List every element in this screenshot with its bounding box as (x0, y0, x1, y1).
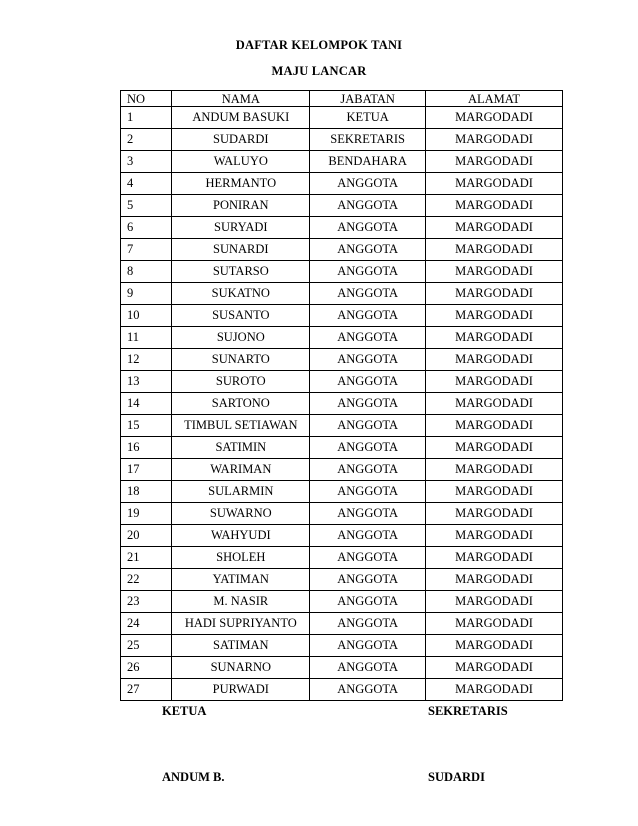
table-row (121, 151, 563, 173)
table-row (121, 239, 563, 261)
cell-alamat: MARGODADI (426, 151, 563, 173)
cell-no: 25 (121, 635, 172, 657)
cell-alamat: MARGODADI (426, 173, 563, 195)
cell-nama: SUTARSO (172, 261, 310, 283)
cell-alamat: MARGODADI (426, 635, 563, 657)
cell-jabatan: ANGGOTA (310, 459, 426, 481)
cell-no: 7 (121, 239, 172, 261)
cell-no: 12 (121, 349, 172, 371)
cell-jabatan: ANGGOTA (310, 217, 426, 239)
cell-nama: SULARMIN (172, 481, 310, 503)
cell-jabatan: ANGGOTA (310, 437, 426, 459)
group-name: MAJU LANCAR (271, 64, 367, 78)
cell-alamat: MARGODADI (426, 503, 563, 525)
cell-jabatan: ANGGOTA (310, 283, 426, 305)
cell-no: 27 (121, 679, 172, 701)
cell-nama: SARTONO (172, 393, 310, 415)
cell-nama: ANDUM BASUKI (172, 107, 310, 129)
table-body (121, 107, 563, 701)
header-jabatan: JABATAN (310, 91, 426, 107)
cell-jabatan: ANGGOTA (310, 371, 426, 393)
table-row (121, 261, 563, 283)
ketua-signature-name: ANDUM B. (162, 770, 225, 784)
table-row (121, 349, 563, 371)
table-row (121, 393, 563, 415)
cell-alamat: MARGODADI (426, 217, 563, 239)
cell-alamat: MARGODADI (426, 459, 563, 481)
table-row (121, 459, 563, 481)
cell-nama: SURYADI (172, 217, 310, 239)
cell-nama: WALUYO (172, 151, 310, 173)
cell-nama: WARIMAN (172, 459, 310, 481)
cell-nama: M. NASIR (172, 591, 310, 613)
table-row (121, 657, 563, 679)
cell-no: 14 (121, 393, 172, 415)
cell-nama: SUNARTO (172, 349, 310, 371)
cell-jabatan: ANGGOTA (310, 569, 426, 591)
cell-nama: HERMANTO (172, 173, 310, 195)
document-title: DAFTAR KELOMPOK TANI (235, 38, 403, 52)
cell-nama: SATIMAN (172, 635, 310, 657)
cell-nama: SHOLEH (172, 547, 310, 569)
cell-alamat: MARGODADI (426, 657, 563, 679)
cell-jabatan: ANGGOTA (310, 393, 426, 415)
table-row (121, 283, 563, 305)
cell-jabatan: ANGGOTA (310, 503, 426, 525)
cell-no: 8 (121, 261, 172, 283)
cell-alamat: MARGODADI (426, 239, 563, 261)
table-row (121, 217, 563, 239)
table-row (121, 371, 563, 393)
cell-jabatan: ANGGOTA (310, 657, 426, 679)
cell-nama: WAHYUDI (172, 525, 310, 547)
cell-no: 13 (121, 371, 172, 393)
cell-alamat: MARGODADI (426, 393, 563, 415)
table-row (121, 679, 563, 701)
table-row (121, 415, 563, 437)
cell-no: 5 (121, 195, 172, 217)
member-table (120, 90, 563, 701)
table-row (121, 481, 563, 503)
cell-nama: SATIMIN (172, 437, 310, 459)
cell-nama: SUNARDI (172, 239, 310, 261)
cell-nama: SUWARNO (172, 503, 310, 525)
cell-alamat: MARGODADI (426, 283, 563, 305)
table-row (121, 569, 563, 591)
cell-alamat: MARGODADI (426, 613, 563, 635)
table-row (121, 613, 563, 635)
cell-no: 18 (121, 481, 172, 503)
cell-nama: TIMBUL SETIAWAN (172, 415, 310, 437)
cell-no: 23 (121, 591, 172, 613)
cell-no: 20 (121, 525, 172, 547)
header-nama: NAMA (172, 91, 310, 107)
cell-alamat: MARGODADI (426, 261, 563, 283)
cell-jabatan: BENDAHARA (310, 151, 426, 173)
header-alamat: ALAMAT (426, 91, 563, 107)
cell-no: 16 (121, 437, 172, 459)
cell-no: 10 (121, 305, 172, 327)
cell-nama: SUKATNO (172, 283, 310, 305)
cell-no: 15 (121, 415, 172, 437)
cell-nama: SUJONO (172, 327, 310, 349)
cell-jabatan: ANGGOTA (310, 679, 426, 701)
cell-alamat: MARGODADI (426, 569, 563, 591)
cell-no: 2 (121, 129, 172, 151)
cell-nama: PURWADI (172, 679, 310, 701)
cell-alamat: MARGODADI (426, 525, 563, 547)
cell-jabatan: ANGGOTA (310, 481, 426, 503)
header-no: NO (121, 91, 172, 107)
cell-no: 19 (121, 503, 172, 525)
cell-nama: SUROTO (172, 371, 310, 393)
cell-no: 1 (121, 107, 172, 129)
table-row (121, 525, 563, 547)
table-row (121, 591, 563, 613)
cell-no: 24 (121, 613, 172, 635)
cell-nama: SUSANTO (172, 305, 310, 327)
ketua-signature-title: KETUA (162, 704, 207, 718)
cell-jabatan: ANGGOTA (310, 305, 426, 327)
table-row (121, 327, 563, 349)
cell-alamat: MARGODADI (426, 327, 563, 349)
cell-alamat: MARGODADI (426, 371, 563, 393)
cell-alamat: MARGODADI (426, 415, 563, 437)
cell-no: 4 (121, 173, 172, 195)
cell-jabatan: ANGGOTA (310, 327, 426, 349)
cell-jabatan: ANGGOTA (310, 261, 426, 283)
table-header-row (121, 91, 563, 107)
sekretaris-signature-title: SEKRETARIS (428, 704, 508, 718)
table-row (121, 195, 563, 217)
cell-alamat: MARGODADI (426, 107, 563, 129)
cell-no: 26 (121, 657, 172, 679)
cell-no: 6 (121, 217, 172, 239)
cell-jabatan: ANGGOTA (310, 525, 426, 547)
cell-jabatan: ANGGOTA (310, 173, 426, 195)
cell-alamat: MARGODADI (426, 591, 563, 613)
sekretaris-signature-name: SUDARDI (428, 770, 485, 784)
table-row (121, 173, 563, 195)
cell-nama: HADI SUPRIYANTO (172, 613, 310, 635)
table-row (121, 503, 563, 525)
cell-alamat: MARGODADI (426, 129, 563, 151)
cell-alamat: MARGODADI (426, 547, 563, 569)
cell-jabatan: ANGGOTA (310, 591, 426, 613)
cell-alamat: MARGODADI (426, 437, 563, 459)
cell-jabatan: ANGGOTA (310, 195, 426, 217)
cell-no: 11 (121, 327, 172, 349)
cell-no: 22 (121, 569, 172, 591)
table-row (121, 635, 563, 657)
cell-nama: SUDARDI (172, 129, 310, 151)
table-row (121, 547, 563, 569)
cell-nama: SUNARNO (172, 657, 310, 679)
cell-alamat: MARGODADI (426, 349, 563, 371)
cell-alamat: MARGODADI (426, 195, 563, 217)
cell-nama: PONIRAN (172, 195, 310, 217)
table-row (121, 305, 563, 327)
cell-jabatan: ANGGOTA (310, 349, 426, 371)
cell-jabatan: SEKRETARIS (310, 129, 426, 151)
cell-no: 3 (121, 151, 172, 173)
table-row (121, 107, 563, 129)
cell-jabatan: ANGGOTA (310, 239, 426, 261)
cell-alamat: MARGODADI (426, 679, 563, 701)
cell-jabatan: ANGGOTA (310, 635, 426, 657)
cell-jabatan: ANGGOTA (310, 547, 426, 569)
cell-no: 9 (121, 283, 172, 305)
cell-nama: YATIMAN (172, 569, 310, 591)
cell-no: 17 (121, 459, 172, 481)
table-row (121, 437, 563, 459)
cell-alamat: MARGODADI (426, 481, 563, 503)
table-row (121, 129, 563, 151)
cell-jabatan: KETUA (310, 107, 426, 129)
cell-no: 21 (121, 547, 172, 569)
cell-alamat: MARGODADI (426, 305, 563, 327)
cell-jabatan: ANGGOTA (310, 613, 426, 635)
cell-jabatan: ANGGOTA (310, 415, 426, 437)
